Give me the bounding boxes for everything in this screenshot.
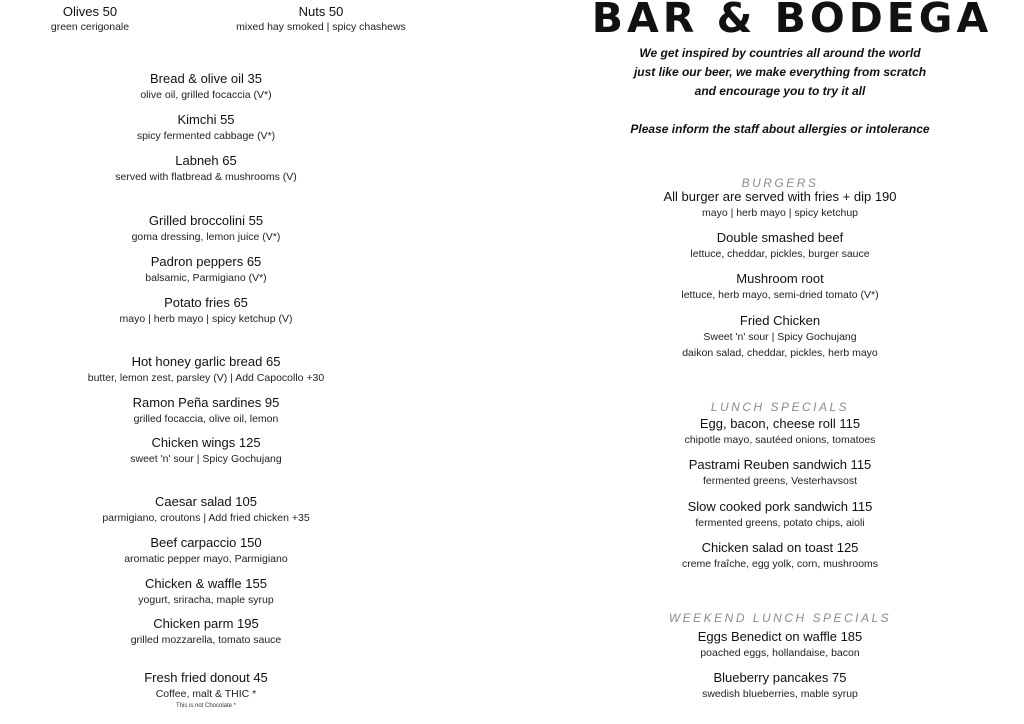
item-name: Hot honey garlic bread 65 xyxy=(131,354,281,369)
item-desc: chipotle mayo, sautéed onions, tomatoes xyxy=(684,434,876,446)
item-desc: goma dressing, lemon juice (V*) xyxy=(131,231,281,243)
item-desc: fermented greens, potato chips, aioli xyxy=(695,517,865,529)
section-title-lunch: LUNCH SPECIALS xyxy=(710,400,850,414)
item-desc: balsamic, Parmigiano (V*) xyxy=(145,272,267,284)
menu-item-garlic-bread xyxy=(0,354,412,385)
item-desc: creme fraîche, egg yolk, corn, mushrooms xyxy=(681,558,879,570)
menu-item-padron xyxy=(0,254,412,285)
menu-item-egg-roll xyxy=(560,416,1000,447)
intro-line: We get inspired by countries all around the world xyxy=(639,46,921,60)
menu-item-mushroom-root xyxy=(560,271,1000,302)
item-desc: mayo | herb mayo | spicy ketchup (V) xyxy=(119,313,293,325)
brand-title: BAR & BODEGA xyxy=(591,0,993,42)
menu-item-chicken-waffle xyxy=(0,576,412,607)
item-desc: butter, lemon zest, parsley (V) | Add Capocollo +30 xyxy=(87,372,325,384)
item-name: Olives 50 xyxy=(62,4,118,19)
item-desc: yogurt, sriracha, maple syrup xyxy=(138,594,274,606)
menu-item-bread xyxy=(0,71,412,102)
item-name: Nuts 50 xyxy=(298,4,344,19)
item-name: Beef carpaccio 150 xyxy=(150,535,262,550)
menu-item-olives xyxy=(0,4,190,34)
menu-item-donut xyxy=(0,670,412,710)
item-desc: aromatic pepper mayo, Parmigiano xyxy=(124,553,288,565)
item-desc: served with flatbread & mushrooms (V) xyxy=(115,171,297,183)
item-desc: sweet 'n' sour | Spicy Gochujang xyxy=(130,453,282,465)
item-name: Chicken parm 195 xyxy=(153,616,259,631)
item-desc: Coffee, malt & THIC * xyxy=(155,688,257,700)
item-desc: grilled focaccia, olive oil, lemon xyxy=(133,413,279,425)
item-desc: mayo | herb mayo | spicy ketchup xyxy=(701,207,859,219)
item-desc: poached eggs, hollandaise, bacon xyxy=(700,647,860,659)
item-desc: mixed hay smoked | spicy chashews xyxy=(236,21,406,33)
item-name: Padron peppers 65 xyxy=(150,254,262,269)
section-title-weekend: WEEKEND LUNCH SPECIALS xyxy=(668,611,892,625)
menu-item-labneh xyxy=(0,153,412,184)
item-name: Chicken & waffle 155 xyxy=(145,576,267,591)
menu-item-eggs-benedict xyxy=(560,629,1000,660)
menu-item-chicken-parm xyxy=(0,616,412,647)
item-name: Bread & olive oil 35 xyxy=(149,71,262,86)
menu-item-broccolini xyxy=(0,213,412,244)
menu-item-wings xyxy=(0,435,412,466)
item-name: Slow cooked pork sandwich 115 xyxy=(687,499,873,514)
item-name: Kimchi 55 xyxy=(177,112,235,127)
menu-item-fried-chicken xyxy=(560,313,1000,360)
item-name: Blueberry pancakes 75 xyxy=(713,670,847,685)
item-name: Grilled broccolini 55 xyxy=(148,213,264,228)
menu-item-pastrami xyxy=(560,457,1000,488)
intro-line: just like our beer, we make everything from scratch xyxy=(633,65,927,79)
item-name: Double smashed beef xyxy=(716,230,844,245)
item-name: Ramon Peña sardines 95 xyxy=(132,395,280,410)
menu-item-nuts xyxy=(221,4,421,34)
item-name: Mushroom root xyxy=(736,271,824,286)
item-name: All burger are served with fries + dip 190 xyxy=(663,189,897,204)
menu-item-kimchi xyxy=(0,112,412,143)
item-name: Caesar salad 105 xyxy=(155,494,257,509)
menu-item-pancakes xyxy=(560,670,1000,701)
menu-item-double-smashed xyxy=(560,230,1000,261)
item-name: Egg, bacon, cheese roll 115 xyxy=(699,416,861,431)
item-desc: fermented greens, Vesterhavsost xyxy=(702,475,858,487)
item-desc: grilled mozzarella, tomato sauce xyxy=(130,634,282,646)
item-name: Fried Chicken xyxy=(739,313,821,328)
item-name: Fresh fried donout 45 xyxy=(144,670,268,685)
item-name: Labneh 65 xyxy=(175,153,237,168)
item-name: Chicken wings 125 xyxy=(151,435,261,450)
menu-item-fries xyxy=(0,295,412,326)
menu-item-chicken-salad xyxy=(560,540,1000,571)
item-footnote: This is not Chocolate * xyxy=(175,703,237,709)
item-desc: spicy fermented cabbage (V*) xyxy=(136,130,276,142)
item-desc: parmigiano, croutons | Add fried chicken +35 xyxy=(102,512,310,524)
allergy-note: Please inform the staff about allergies or intolerance xyxy=(630,122,930,136)
section-title-burgers: BURGERS xyxy=(741,176,819,190)
intro-line: and encourage you to try it all xyxy=(694,84,866,98)
item-desc: Sweet 'n' sour | Spicy Gochujang xyxy=(703,331,857,343)
item-name: Potato fries 65 xyxy=(164,295,248,310)
menu-item-caesar xyxy=(0,494,412,525)
menu-item-pork-sandwich xyxy=(560,499,1000,530)
item-desc: olive oil, grilled focaccia (V*) xyxy=(140,89,272,101)
item-desc-2: daikon salad, cheddar, pickles, herb mayo xyxy=(682,347,878,359)
intro-text xyxy=(560,44,1000,101)
item-name: Chicken salad on toast 125 xyxy=(701,540,859,555)
item-desc: lettuce, herb mayo, semi-dried tomato (V*) xyxy=(681,289,879,301)
menu-item-carpaccio xyxy=(0,535,412,566)
item-name: Eggs Benedict on waffle 185 xyxy=(697,629,863,644)
item-name: Pastrami Reuben sandwich 115 xyxy=(688,457,872,472)
menu-item-sardines xyxy=(0,395,412,426)
menu-item-burger-info xyxy=(560,189,1000,220)
item-desc: lettuce, cheddar, pickles, burger sauce xyxy=(690,248,870,260)
item-desc: green cerigonale xyxy=(50,21,130,33)
item-desc: swedish blueberries, mable syrup xyxy=(702,688,858,700)
